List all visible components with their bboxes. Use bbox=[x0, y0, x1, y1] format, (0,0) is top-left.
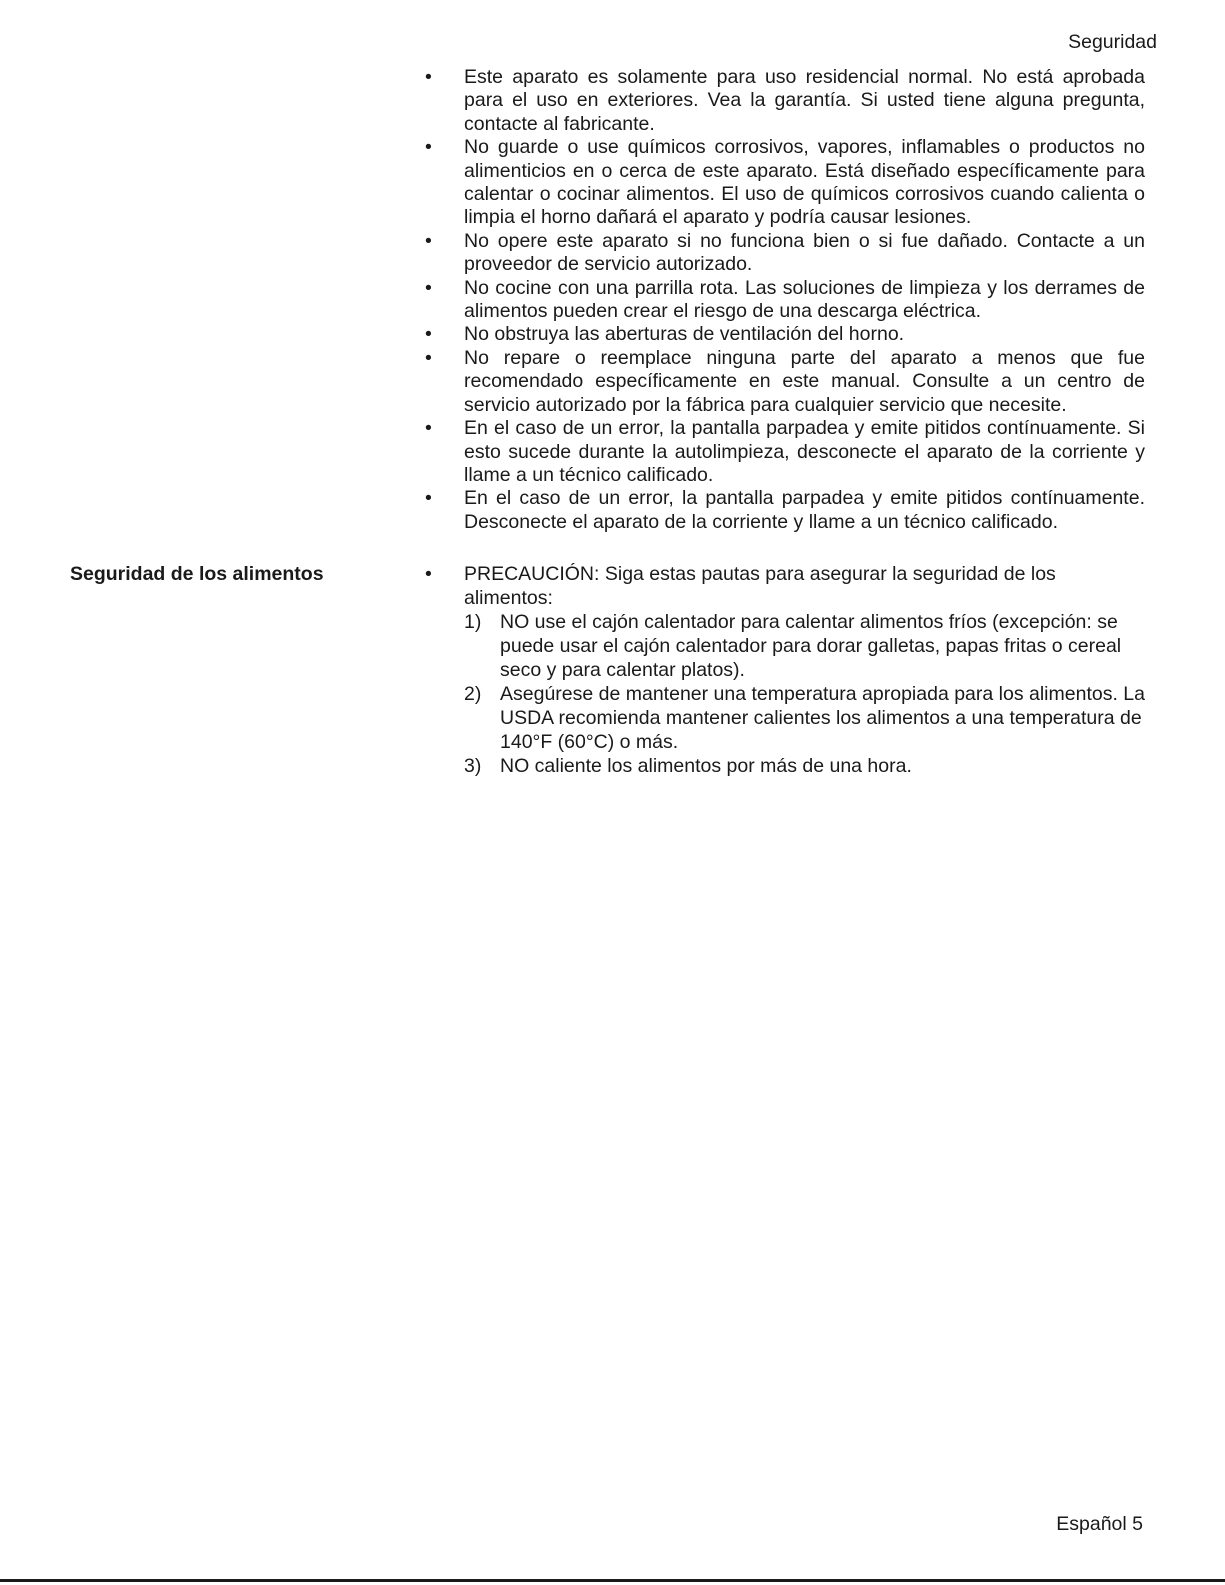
bullet-icon: • bbox=[425, 276, 432, 299]
bullet-icon: • bbox=[425, 66, 432, 88]
list-item bbox=[420, 417, 1145, 487]
list-item bbox=[420, 682, 1145, 754]
food-safety-section bbox=[420, 562, 1145, 778]
food-safety-intro bbox=[420, 562, 1145, 610]
bottom-divider bbox=[0, 1579, 1225, 1582]
list-item-text: En el caso de un error, la pantalla parpadea y emite pitidos contínuamente. Desconecte el aparato de la corriente y llame a un técnico calificado. bbox=[464, 487, 1145, 533]
list-item-text: No opere este aparato si no funciona bien o si fue dañado. Contacte a un proveedor de servicio autorizado. bbox=[464, 229, 1145, 276]
list-item-text: No cocine con una parrilla rota. Las soluciones de limpieza y los derrames de alimentos pueden crear el riesgo de una descarga eléctrica. bbox=[464, 276, 1145, 323]
list-item bbox=[420, 277, 1145, 324]
list-item bbox=[420, 754, 1145, 778]
list-item-text: No repare o reemplace ninguna parte del aparato a menos que fue recomendado específicamente en este manual. Consulte a un centro de servicio autorizado por la fábrica para cualquier servicio que necesite. bbox=[464, 346, 1145, 416]
bullet-icon: • bbox=[425, 487, 432, 510]
list-item bbox=[420, 323, 1145, 346]
step-text: Asegúrese de mantener una temperatura apropiada para los alimentos. La USDA recomienda mantener calientes los alimentos a una temperatura de 140°F (60°C) o más. bbox=[500, 683, 1145, 753]
page-header-section: Seguridad bbox=[1068, 31, 1157, 53]
list-item bbox=[420, 610, 1145, 682]
step-text: NO caliente los alimentos por más de una hora. bbox=[500, 755, 912, 777]
food-safety-heading: Seguridad de los alimentos bbox=[70, 563, 324, 585]
list-item bbox=[420, 230, 1145, 277]
bullet-icon: • bbox=[425, 417, 432, 440]
list-item bbox=[420, 66, 1145, 136]
step-number: 1) bbox=[464, 611, 482, 633]
list-item-text: En el caso de un error, la pantalla parpadea y emite pitidos contínuamente. Si esto sucede durante la autolimpieza, desconecte el aparato de la corriente y llame a un técnico calificado. bbox=[464, 417, 1145, 486]
bullet-icon: • bbox=[425, 136, 432, 159]
list-item bbox=[420, 487, 1145, 534]
list-item-text: Este aparato es solamente para uso residencial normal. No está aprobada para el uso en exteriores. Vea la garantía. Si usted tiene alguna pregunta, contacte al fabricante. bbox=[464, 66, 1145, 135]
list-item bbox=[420, 136, 1145, 230]
step-text: NO use el cajón calentador para calentar alimentos fríos (excepción: se puede usar el cajón calentador para dorar galletas, papas fritas o cereal seco y para calentar platos). bbox=[500, 611, 1122, 681]
step-number: 3) bbox=[464, 755, 482, 777]
bullet-icon: • bbox=[425, 563, 432, 585]
food-safety-intro-text: PRECAUCIÓN: Siga estas pautas para asegurar la seguridad de los alimentos: bbox=[464, 563, 1056, 609]
list-item bbox=[420, 347, 1145, 417]
list-item-text: No guarde o use químicos corrosivos, vapores, inflamables o productos no alimenticios en o cerca de este aparato. Está diseñado específicamente para calentar o cocinar alimentos. El uso de químicos corrosivos cuando calienta o limpia el horno dañará el aparato y podría causar lesiones. bbox=[464, 136, 1145, 229]
bullet-icon: • bbox=[425, 323, 432, 346]
page-number: Español 5 bbox=[1056, 1513, 1143, 1535]
bullet-icon: • bbox=[425, 346, 432, 369]
bullet-icon: • bbox=[425, 229, 432, 252]
step-number: 2) bbox=[464, 683, 482, 705]
list-item-text: No obstruya las aberturas de ventilación del horno. bbox=[464, 323, 905, 346]
food-safety-steps bbox=[420, 610, 1145, 778]
safety-bullet-list bbox=[420, 66, 1145, 534]
